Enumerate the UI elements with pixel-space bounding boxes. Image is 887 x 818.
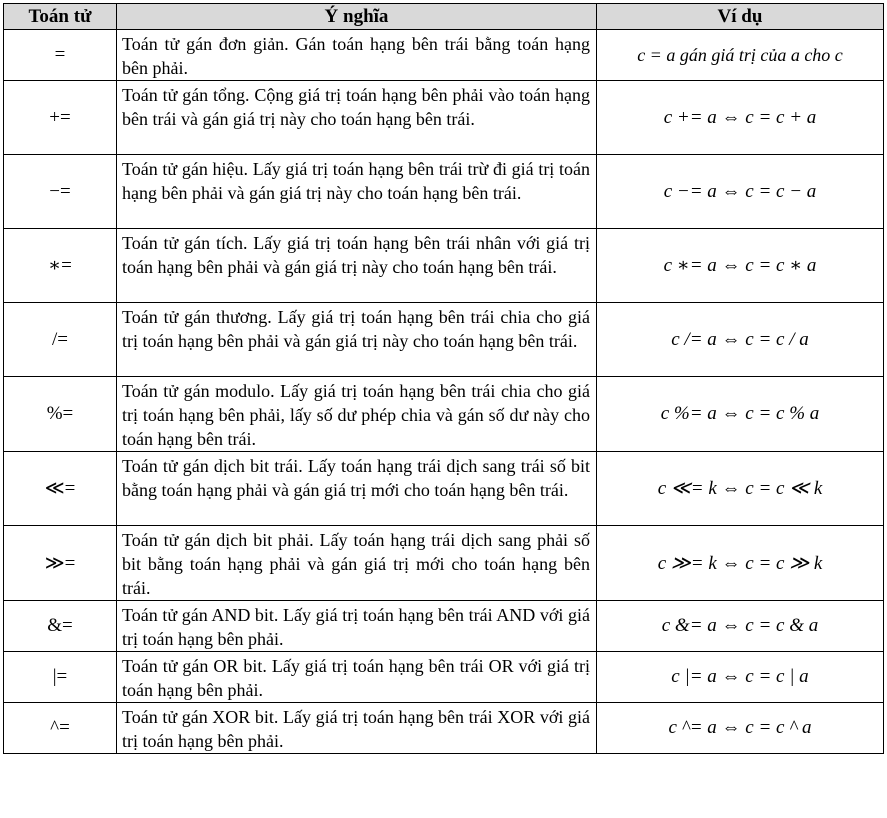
header-example: Ví dụ (597, 4, 884, 30)
meaning-cell: Toán tử gán dịch bit trái. Lấy toán hạng trái dịch sang trái số bit bằng toán hạng phải và gán giá trị mới cho toán hạng bên trái. (117, 452, 597, 526)
table-row (4, 303, 884, 377)
example-cell: c %= a ⇔ c = c % a (597, 377, 884, 452)
meaning-cell: Toán tử gán OR bit. Lấy giá trị toán hạng bên trái OR với giá trị toán hạng bên phải. (117, 652, 597, 703)
operator-cell: += (4, 81, 117, 155)
example-cell: c += a ⇔ c = c + a (597, 81, 884, 155)
operator-cell: −= (4, 155, 117, 229)
meaning-cell: Toán tử gán modulo. Lấy giá trị toán hạng bên trái chia cho giá trị toán hạng bên phải, lấy số dư phép chia và gán số dư này cho toán hạng bên trái. (117, 377, 597, 452)
operator-table-container (3, 3, 884, 754)
operator-cell: = (4, 30, 117, 81)
operator-cell: &= (4, 601, 117, 652)
example-cell: c &= a ⇔ c = c & a (597, 601, 884, 652)
table-row (4, 652, 884, 703)
header-operator: Toán tử (4, 4, 117, 30)
operator-cell: ≫= (4, 526, 117, 601)
meaning-cell: Toán tử gán đơn giản. Gán toán hạng bên trái bằng toán hạng bên phải. (117, 30, 597, 81)
table-row (4, 81, 884, 155)
example-cell: c = a gán giá trị của a cho c (597, 30, 884, 81)
operator-cell: %= (4, 377, 117, 452)
meaning-cell: Toán tử gán XOR bit. Lấy giá trị toán hạng bên trái XOR với giá trị toán hạng bên phải. (117, 703, 597, 754)
header-row (4, 4, 884, 30)
example-cell: c /= a ⇔ c = c / a (597, 303, 884, 377)
example-cell: c ≪= k ⇔ c = c ≪ k (597, 452, 884, 526)
example-cell: c ^= a ⇔ c = c ^ a (597, 703, 884, 754)
meaning-cell: Toán tử gán tích. Lấy giá trị toán hạng bên trái nhân với giá trị toán hạng bên phải và gán giá trị này cho toán hạng bên trái. (117, 229, 597, 303)
meaning-cell: Toán tử gán tổng. Cộng giá trị toán hạng bên phải vào toán hạng bên trái và gán giá trị này cho toán hạng bên trái. (117, 81, 597, 155)
table-row (4, 30, 884, 81)
operator-cell: ∗= (4, 229, 117, 303)
table-row (4, 377, 884, 452)
operator-cell: ≪= (4, 452, 117, 526)
table-row (4, 526, 884, 601)
meaning-cell: Toán tử gán thương. Lấy giá trị toán hạng bên trái chia cho giá trị toán hạng bên phải và gán giá trị này cho toán hạng bên trái. (117, 303, 597, 377)
example-cell: c |= a ⇔ c = c | a (597, 652, 884, 703)
assignment-operators-table (3, 3, 884, 754)
header-meaning: Ý nghĩa (117, 4, 597, 30)
example-cell: c −= a ⇔ c = c − a (597, 155, 884, 229)
table-row (4, 452, 884, 526)
table-row (4, 703, 884, 754)
table-row (4, 601, 884, 652)
meaning-cell: Toán tử gán hiệu. Lấy giá trị toán hạng bên trái trừ đi giá trị toán hạng bên phải và gán giá trị này cho toán hạng bên trái. (117, 155, 597, 229)
meaning-cell: Toán tử gán AND bit. Lấy giá trị toán hạng bên trái AND với giá trị toán hạng bên phải. (117, 601, 597, 652)
operator-cell: |= (4, 652, 117, 703)
table-row (4, 229, 884, 303)
operator-cell: ^= (4, 703, 117, 754)
table-row (4, 155, 884, 229)
example-cell: c ∗= a ⇔ c = c ∗ a (597, 229, 884, 303)
meaning-cell: Toán tử gán dịch bit phải. Lấy toán hạng trái dịch sang phải số bit bằng toán hạng phải và gán giá trị mới cho toán hạng bên trái. (117, 526, 597, 601)
operator-cell: /= (4, 303, 117, 377)
example-cell: c ≫= k ⇔ c = c ≫ k (597, 526, 884, 601)
